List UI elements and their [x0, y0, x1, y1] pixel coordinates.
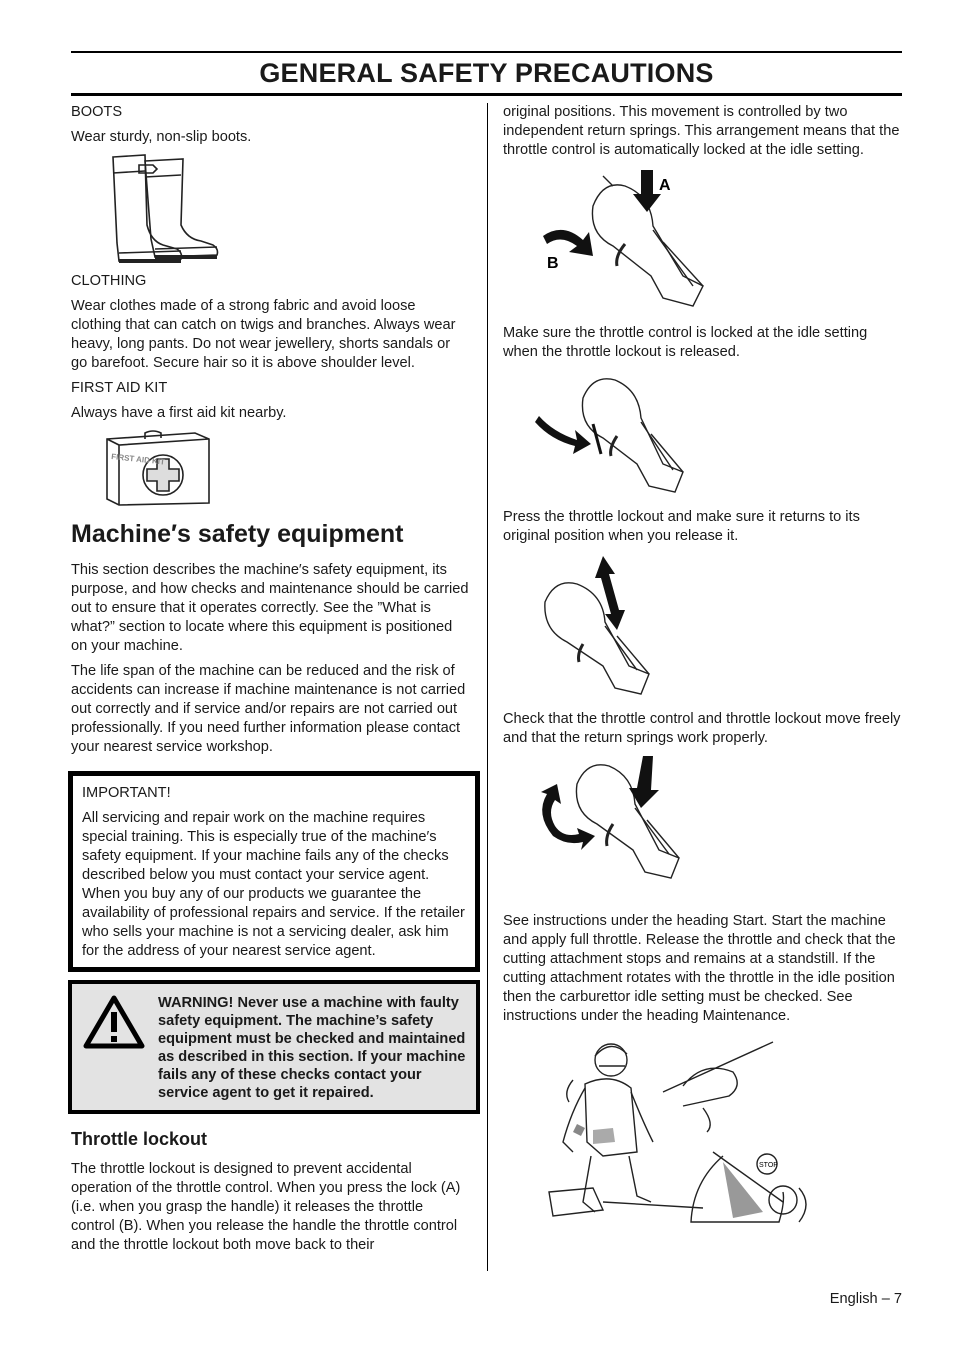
throttle-lockout-figure-4 [533, 754, 733, 904]
first-aid-kit-illustration [105, 429, 245, 509]
clothing-label: CLOTHING [71, 273, 147, 289]
return-springs-text: original positions. This movement is controlled by two independent return springs. This arrangement means that the throttle control is automatically locked at the idle setting. [503, 104, 900, 158]
machine-safety-lifespan: The life span of the machine can be reduced and the risk of accidents can increase if machine maintenance is not carried out correctly and if service and/or repairs are not carried out professionally. If you need further information please contact your nearest service workshop. [71, 663, 466, 755]
warning-box [68, 980, 480, 1114]
throttle-lockout-heading: Throttle lockout [71, 1129, 207, 1149]
left-column [71, 103, 469, 1261]
throttle-lockout-figure-ab [533, 166, 753, 316]
boots-text: Wear sturdy, non-slip boots. [71, 129, 252, 145]
column-divider [487, 103, 488, 1271]
page-title: GENERAL SAFETY PRECAUTIONS [259, 58, 714, 88]
label-b: B [547, 255, 559, 272]
important-text: All servicing and repair work on the machine requires special training. This is especially true of the machine′s safety equipment. If your machine fails any of the checks described below you must contact your service agent. When you buy any of our products we guarantee the availability of professional repairs and service. If the retailer who sells your machine is not a servicing dealer, ask him for the address of your nearest service agent. [82, 810, 465, 959]
lockout-return-text: Press the throttle lockout and make sure it returns to its original position when you release it. [503, 509, 860, 544]
throttle-lockout-figure-3 [533, 552, 733, 702]
first-aid-label: FIRST AID KIT [71, 380, 168, 396]
clothing-text: Wear clothes made of a strong fabric and avoid loose clothing that can catch on twigs and branches. Always wear heavy, long pants. Do not wear jewellery, shorts sandals or go barefoot. Secure hair so it is above shoulder level. [71, 298, 456, 371]
kit-lettering: FIRST AID KIT [110, 452, 166, 467]
operator-idle-check-illustration [533, 1032, 823, 1232]
idle-check-text: See instructions under the heading Start. Start the machine and apply full throttle. Release the throttle and check that the cutting attachment stops and remains at a standstill. If the cutting attachment rotates with the throttle in the idle position then the carburettor idle setting must be checked. See instructions under the heading Maintenance. [503, 913, 896, 1024]
throttle-lockout-figure-2 [533, 368, 733, 500]
stop-sign-label: STOP [759, 1162, 778, 1169]
warning-triangle-icon [82, 994, 158, 1102]
right-column [503, 103, 903, 1232]
warning-text: WARNING! Never use a machine with faulty safety equipment. The machine’s safety equipment must be checked and maintained as described in this section. If your machine fails any of these checks contact your service agent to get it repaired. [158, 995, 466, 1101]
machine-safety-heading: Machine′s safety equipment [71, 520, 404, 548]
important-title: IMPORTANT! [82, 785, 171, 801]
free-movement-text: Check that the throttle control and throttle lockout move freely and that the return springs work properly. [503, 711, 901, 746]
boots-label: BOOTS [71, 104, 123, 120]
throttle-lockout-text: The throttle lockout is designed to prevent accidental operation of the throttle control. When you press the lock (A) (i.e. when you grasp the handle) it releases the throttle control (B). When you release the handle the throttle control and the throttle lockout both move back to their [71, 1161, 461, 1253]
important-box [68, 771, 480, 972]
machine-safety-intro: This section describes the machine′s safety equipment, its purpose, and how checks and maintenance should be carried out to ensure that it operates correctly. See the ”What is what?” section to locate where this equipment is positioned on your machine. [71, 562, 469, 654]
page-number: English – 7 [829, 1291, 902, 1307]
header-bottom-rule [71, 93, 902, 96]
label-a: A [659, 177, 671, 194]
idle-lock-text: Make sure the throttle control is locked at the idle setting when the throttle lockout is released. [503, 325, 868, 360]
first-aid-text: Always have a first aid kit nearby. [71, 405, 287, 421]
header-top-rule [71, 51, 902, 53]
boots-illustration [101, 153, 261, 268]
